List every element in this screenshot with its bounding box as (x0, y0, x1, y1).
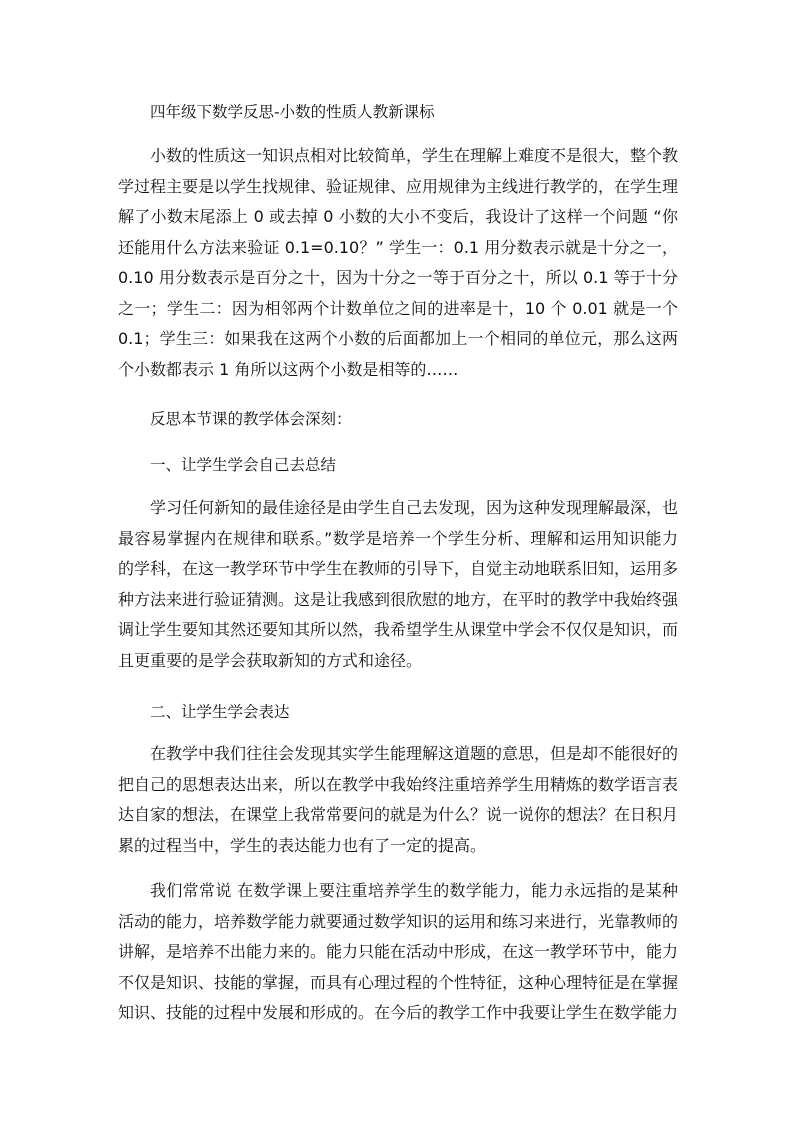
summarize-paragraph: 学习任何新知的最佳途径是由学生自己去发现，因为这种发现理解最深，也最容易掌握内在规律和联系。”数学是培养一个学生分析、理解和运用知识能力的学科，在这一教学环节中学生在教师的引导下，自觉主动地联系旧知，运用多种方法来进行验证猜测。这是让我感到很欣慰的地方，在平时的教学中我始终强调让学生要知其然还要知其所以然，我希望学生从课堂中学会不仅仅是知识，而且更重要的是学会获取新知的方式和途径。 (118, 498, 679, 670)
intro-paragraph: 小数的性质这一知识点相对比较简单，学生在理解上难度不是很大，整个教学过程主要是以学生找规律、验证规律、应用规律为主线进行教学的，在学生理解了小数末尾添上 0 或去掉 0 小数的大小不变后，我设计了这样一个问题 “你还能用什么方法来验证 0.1=0.10？” 学生一：0.1 用分数表示就是十分之一，0.10 用分数表示是百分之十，因为十分之一等于百分之十，所以 0.1 等于十分之一；学生二：因为相邻两个计数单位之间的进率是十，10 个 0.01 就是一个 0.1；学生三：如果我在这两个小数的后面都加上一个相同的单位元，那么这两个小数都表示 1 角所以这两个小数是相等的…… (118, 146, 679, 379)
express-paragraph: 在教学中我们往往会发现其实学生能理解这道题的意思，但是却不能很好的把自己的思想表达出来，所以在教学中我始终注重培养学生用精炼的数学语言表达自家的想法，在课堂上我常常要问的就是为什么？说一说你的想法？在日积月累的过程当中，学生的表达能力也有了一定的提高。 (118, 744, 679, 855)
section-heading-summarize: 一、让学生学会自己去总结 (150, 456, 337, 474)
reflection-lead: 反思本节课的教学体会深刻： (150, 410, 352, 428)
section-heading-express: 二、让学生学会表达 (150, 703, 290, 721)
ability-paragraph: 我们常常说 在数学课上要注重培养学生的数学能力，能力永远指的是某种活动的能力，培养数学能力就要通过数学知识的运用和练习来进行，光靠教师的讲解，是培养不出能力来的。能力只能在活动中形成，在这一教学环节中，能力不仅是知识、技能的掌握，而具有心理过程的个性特征，这种心理特征是在掌握知识、技能的过程中发展和形成的。在今后的教学工作中我要让学生在数学能力 (118, 881, 679, 1022)
document-title: 四年级下数学反思-小数的性质人教新课标 (150, 103, 435, 121)
